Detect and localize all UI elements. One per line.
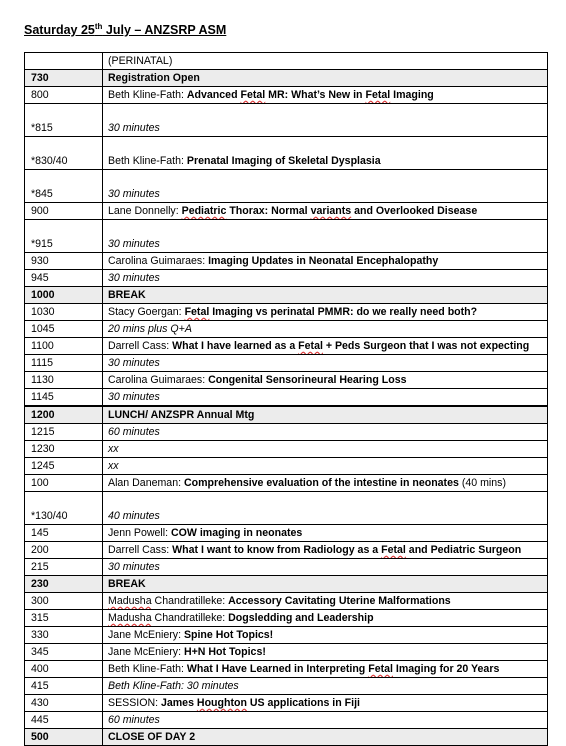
schedule-row [25, 644, 548, 661]
session-cell [103, 304, 548, 321]
table-header-row [25, 53, 548, 70]
schedule-row [25, 203, 548, 220]
session-cell [103, 475, 548, 492]
schedule-row [25, 576, 548, 593]
time-cell: 800 [25, 87, 103, 104]
time-cell: 1000 [25, 287, 103, 304]
session-cell [103, 712, 548, 729]
time-cell: *845 [25, 170, 103, 203]
time-cell: *915 [25, 220, 103, 253]
session-text: 30 minutes [108, 561, 160, 573]
session-text: Fetal [240, 89, 266, 101]
schedule-row [25, 525, 548, 542]
session-text: 30 minutes [108, 188, 160, 200]
time-cell: *130/40 [25, 492, 103, 525]
session-cell [103, 87, 548, 104]
time-cell: 330 [25, 627, 103, 644]
session-cell [103, 406, 548, 424]
session-cell [103, 372, 548, 389]
session-text: 30 minutes [108, 272, 160, 284]
time-cell: 145 [25, 525, 103, 542]
schedule-row [25, 475, 548, 492]
time-cell: 900 [25, 203, 103, 220]
session-text: What I want to know from Radiology as a [172, 544, 382, 556]
session-cell [103, 338, 548, 355]
title-text-end: July – ANZSRP ASM [102, 23, 227, 38]
time-cell: 1200 [25, 406, 103, 424]
session-cell [103, 104, 548, 137]
session-text: James [160, 697, 197, 709]
session-cell [103, 492, 548, 525]
session-cell [103, 70, 548, 87]
session-cell [103, 678, 548, 695]
session-text: Spine Hot Topics! [183, 629, 274, 641]
session-text: Beth Kline-Fath: [108, 155, 187, 167]
session-text: Pediatric [181, 205, 227, 217]
session-text: Fetal [368, 663, 393, 675]
time-cell: 1030 [25, 304, 103, 321]
time-cell: 415 [25, 678, 103, 695]
schedule-row [25, 492, 548, 525]
schedule-table [24, 52, 548, 746]
session-text: Imaging vs perinatal PMMR: do we really need both? [209, 306, 478, 318]
session-text: COW imaging in neonates [171, 527, 303, 539]
schedule-row [25, 441, 548, 458]
section-header-cell: (PERINATAL) [103, 53, 548, 70]
session-text: Fetal [298, 340, 323, 352]
time-cell: *815 [25, 104, 103, 137]
session-text: Madusha [108, 595, 152, 607]
session-text: Fetal [184, 306, 210, 318]
session-cell [103, 729, 548, 746]
session-cell [103, 610, 548, 627]
session-text: Jane McEniery: [108, 629, 184, 641]
session-text: Darrell Cass: [108, 340, 173, 352]
schedule-row [25, 87, 548, 104]
schedule-row [25, 104, 548, 137]
schedule-row [25, 170, 548, 203]
time-cell: 1215 [25, 424, 103, 441]
schedule-body [25, 53, 548, 746]
session-text: Imaging Updates in Neonatal Encephalopathy [208, 255, 439, 267]
schedule-row [25, 678, 548, 695]
schedule-row [25, 593, 548, 610]
session-text: Madusha [108, 612, 152, 624]
session-text: Stacy Goergan: [108, 306, 185, 318]
session-text: 60 minutes [108, 714, 160, 726]
session-text: Prenatal Imaging of Skeletal Dysplasia [186, 155, 381, 167]
session-text: Houghton [196, 697, 247, 709]
schedule-row [25, 458, 548, 475]
session-cell [103, 270, 548, 287]
time-cell: 215 [25, 559, 103, 576]
session-text: 30 minutes [108, 391, 160, 403]
schedule-row [25, 355, 548, 372]
session-text: xx [108, 460, 119, 472]
session-text: Chandratilleke: [151, 595, 229, 607]
time-cell: 400 [25, 661, 103, 678]
session-text: and Overlooked Disease [351, 205, 478, 217]
time-cell: 1115 [25, 355, 103, 372]
time-cell: 100 [25, 475, 103, 492]
title-superscript: th [94, 22, 103, 31]
session-text: 20 mins plus Q+A [108, 323, 192, 335]
session-text: BREAK [108, 578, 146, 590]
session-cell [103, 559, 548, 576]
time-cell: 300 [25, 593, 103, 610]
schedule-row [25, 70, 548, 87]
time-cell: 1230 [25, 441, 103, 458]
schedule-row [25, 406, 548, 424]
session-cell [103, 627, 548, 644]
schedule-row [25, 270, 548, 287]
schedule-row [25, 389, 548, 407]
page-title [24, 22, 226, 37]
session-cell [103, 542, 548, 559]
session-text: H+N Hot Topics! [183, 646, 266, 658]
schedule-row [25, 627, 548, 644]
session-text: 30 minutes [108, 357, 160, 369]
session-text: What I Have Learned in Interpreting [186, 663, 369, 675]
schedule-row [25, 304, 548, 321]
session-cell [103, 253, 548, 270]
schedule-row [25, 695, 548, 712]
session-cell [103, 321, 548, 338]
schedule-row [25, 610, 548, 627]
session-cell [103, 287, 548, 304]
time-cell: 430 [25, 695, 103, 712]
session-cell [103, 355, 548, 372]
session-text: Comprehensive evaluation of the intestine in neonates [183, 477, 459, 489]
schedule-row [25, 253, 548, 270]
session-text: US applications in Fiji [246, 697, 360, 709]
session-text: Beth Kline-Fath: [108, 663, 187, 675]
session-cell [103, 458, 548, 475]
session-text: variants [310, 205, 352, 217]
session-text: Carolina Guimaraes: [108, 255, 209, 267]
session-text: Fetal [381, 544, 406, 556]
session-cell [103, 220, 548, 253]
session-text: Advanced [186, 89, 241, 101]
session-cell [103, 644, 548, 661]
schedule-row [25, 542, 548, 559]
time-cell: 345 [25, 644, 103, 661]
session-text: LUNCH/ ANZSPR Annual Mtg [108, 409, 255, 421]
session-text: Accessory Cavitating Uterine Malformations [228, 595, 451, 607]
session-text: (40 mins) [458, 477, 506, 489]
schedule-row [25, 338, 548, 355]
session-text: Jane McEniery: [108, 646, 184, 658]
schedule-row [25, 220, 548, 253]
session-text: CLOSE OF DAY 2 [108, 731, 196, 743]
time-cell: 500 [25, 729, 103, 746]
time-cell: 1130 [25, 372, 103, 389]
schedule-row [25, 321, 548, 338]
session-text: MR: What’s New in [265, 89, 366, 101]
session-text: What I have learned as a [172, 340, 299, 352]
session-cell [103, 137, 548, 170]
session-cell [103, 170, 548, 203]
session-text: Dogsledding and Leadership [228, 612, 374, 624]
session-text: Beth Kline-Fath: [108, 89, 187, 101]
session-text: Beth Kline-Fath: 30 minutes [108, 680, 239, 692]
time-cell: 200 [25, 542, 103, 559]
session-cell [103, 424, 548, 441]
session-text: Imaging [390, 89, 434, 101]
time-cell: 1245 [25, 458, 103, 475]
time-cell: *830/40 [25, 137, 103, 170]
time-cell: 1145 [25, 389, 103, 407]
schedule-row [25, 137, 548, 170]
schedule-row [25, 287, 548, 304]
session-text: Lane Donnelly: [108, 205, 182, 217]
session-text: Jenn Powell: [108, 527, 172, 539]
schedule-row [25, 661, 548, 678]
title-text: Saturday 25 [24, 23, 95, 38]
session-cell [103, 441, 548, 458]
session-text: 30 minutes [108, 122, 160, 134]
session-text: 40 minutes [108, 510, 160, 522]
time-cell: 315 [25, 610, 103, 627]
time-cell: 930 [25, 253, 103, 270]
schedule-row [25, 712, 548, 729]
session-text: SESSION: [108, 697, 161, 709]
session-text: BREAK [108, 289, 146, 301]
session-text: xx [108, 443, 119, 455]
session-cell [103, 593, 548, 610]
session-text: Carolina Guimaraes: [108, 374, 209, 386]
time-cell: 730 [25, 70, 103, 87]
time-header-cell [25, 53, 103, 70]
session-cell [103, 203, 548, 220]
session-text: Darrell Cass: [108, 544, 173, 556]
time-cell: 1100 [25, 338, 103, 355]
session-text: 30 minutes [108, 238, 160, 250]
schedule-row [25, 372, 548, 389]
session-cell [103, 389, 548, 407]
time-cell: 445 [25, 712, 103, 729]
schedule-row [25, 559, 548, 576]
session-text: 60 minutes [108, 426, 160, 438]
time-cell: 230 [25, 576, 103, 593]
time-cell: 945 [25, 270, 103, 287]
session-text: Imaging for 20 Years [392, 663, 500, 675]
session-text: Alan Daneman: [108, 477, 184, 489]
session-cell [103, 525, 548, 542]
session-text: and Pediatric Surgeon [405, 544, 522, 556]
session-text: Fetal [365, 89, 391, 101]
session-text: Registration Open [108, 72, 200, 84]
time-cell: 1045 [25, 321, 103, 338]
session-text: Thorax: Normal [226, 205, 311, 217]
session-text: Congenital Sensorineural Hearing Loss [208, 374, 407, 386]
session-text: + Peds Surgeon that I was not expecting [322, 340, 530, 352]
session-text: Chandratilleke: [151, 612, 229, 624]
schedule-row [25, 424, 548, 441]
schedule-row [25, 729, 548, 746]
session-cell [103, 695, 548, 712]
session-cell [103, 661, 548, 678]
session-cell [103, 576, 548, 593]
